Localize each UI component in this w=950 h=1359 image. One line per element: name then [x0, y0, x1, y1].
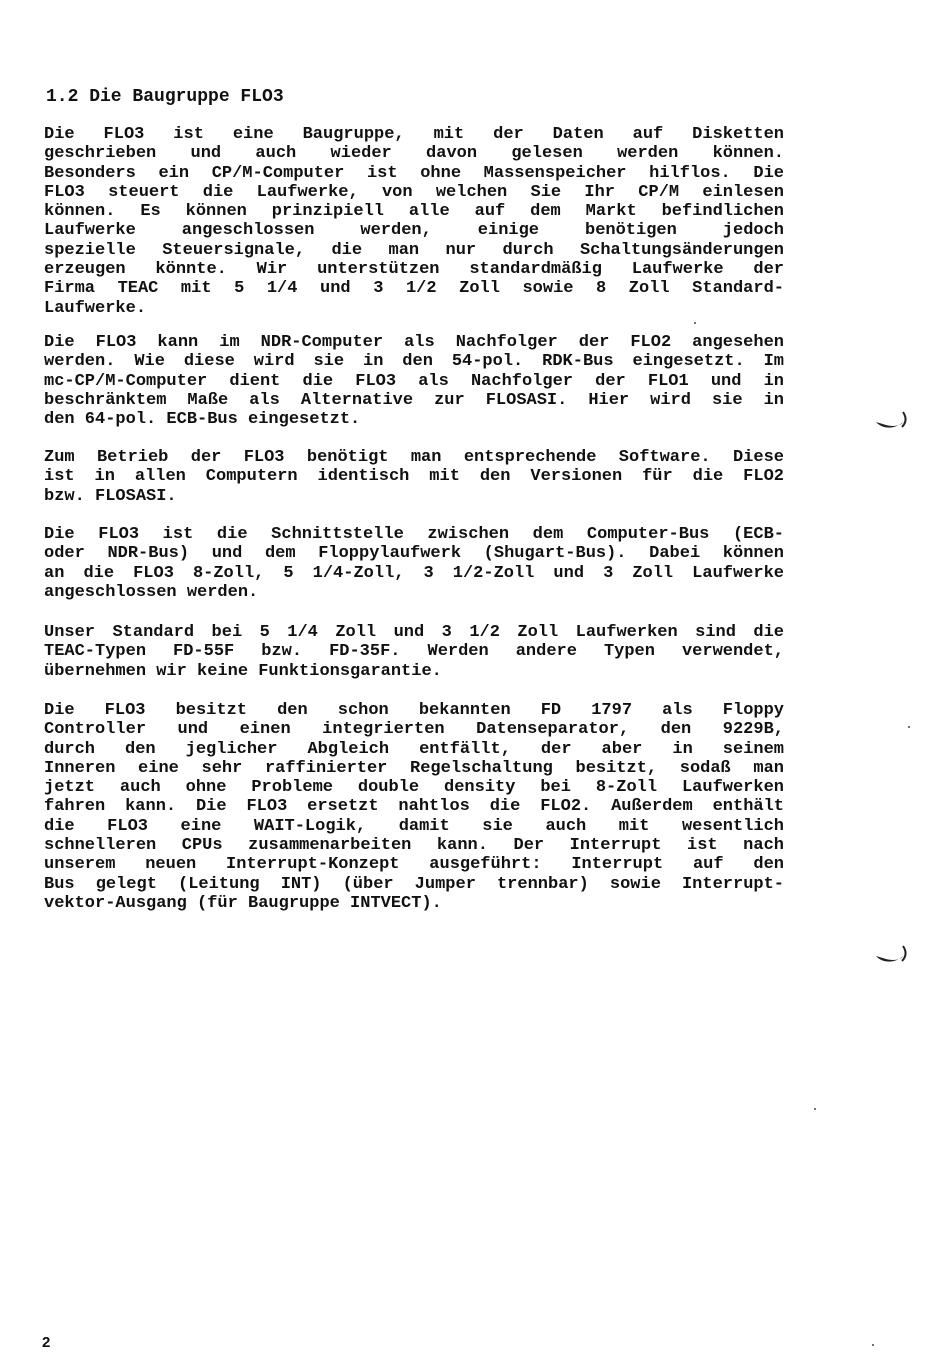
text-line: spezielle Steuersignale, die man nur durch Schaltungsänderungen	[44, 240, 784, 260]
scan-speck	[908, 726, 910, 728]
scan-speck	[694, 322, 696, 324]
text-line: können. Es können prinzipiell alle auf dem Markt befindlichen	[44, 202, 784, 222]
text-line: Besonders ein CP/M-Computer ist ohne Massenspeicher hilflos. Die	[44, 163, 784, 183]
text-line: bzw. FLOSASI.	[44, 486, 177, 506]
text-line: die FLO3 eine WAIT-Logik, damit sie auch mit wesentlich	[44, 816, 784, 836]
text-line: Laufwerke.	[44, 298, 147, 318]
text-line: Laufwerke angeschlossen werden, einige benötigen jedoch	[44, 221, 784, 241]
text-line: übernehmen wir keine Funktionsgarantie.	[44, 661, 442, 681]
text-line: Die FLO3 kann im NDR-Computer als Nachfolger der FLO2 angesehen	[44, 333, 784, 352]
text-line: angeschlossen werden.	[44, 582, 259, 602]
text-line: werden. Wie diese wird sie in den 54-pol. RDK-Bus eingesetzt. Im	[44, 352, 784, 372]
text-line: TEAC-Typen FD-55F bzw. FD-35F. Werden andere Typen verwendet,	[44, 642, 784, 662]
text-line: Unser Standard bei 5 1/4 Zoll und 3 1/2 Zoll Laufwerken sind die	[44, 623, 784, 642]
text-line: beschränktem Maße als Alternative zur FLOSASI. Hier wird sie in	[44, 390, 784, 410]
text-line: mc-CP/M-Computer dient die FLO3 als Nachfolger der FLO1 und in	[44, 371, 784, 391]
text-line: oder NDR-Bus) und dem Floppylaufwerk (Shugart-Bus). Dabei können	[44, 544, 784, 564]
scan-speck	[872, 1344, 874, 1346]
text-line: Firma TEAC mit 5 1/4 und 3 1/2 Zoll sowie 8 Zoll Standard-	[44, 279, 784, 299]
text-line: vektor-Ausgang (für Baugruppe INTVECT).	[44, 893, 442, 913]
text-line: Inneren eine sehr raffinierter Regelschaltung besitzt, sodaß man	[44, 758, 784, 778]
binder-hole-mark-icon	[874, 410, 908, 430]
text-line: den 64-pol. ECB-Bus eingesetzt.	[44, 410, 361, 430]
section-heading: 1.2 Die Baugruppe FLO3	[46, 87, 284, 107]
paragraph-6	[44, 701, 784, 913]
paragraph-2	[44, 333, 784, 429]
text-line: fahren kann. Die FLO3 ersetzt nahtlos die FLO2. Außerdem enthält	[44, 797, 784, 817]
paragraph-4	[44, 525, 784, 602]
text-line: Bus gelegt (Leitung INT) (über Jumper trennbar) sowie Interrupt-	[44, 874, 784, 894]
text-line: ist in allen Computern identisch mit den Versionen für die FLO2	[44, 467, 784, 487]
text-line: jetzt auch ohne Probleme double density bei 8-Zoll Laufwerken	[44, 778, 784, 798]
page-number: 2	[42, 1334, 51, 1351]
paragraph-5	[44, 623, 784, 681]
text-line: Controller und einen integrierten Datenseparator, den 9229B,	[44, 720, 784, 740]
text-line: unserem neuen Interrupt-Konzept ausgeführt: Interrupt auf den	[44, 855, 784, 875]
text-line: Die FLO3 ist eine Baugruppe, mit der Daten auf Disketten	[44, 125, 784, 144]
text-line: erzeugen könnte. Wir unterstützen standardmäßig Laufwerke der	[44, 260, 784, 280]
text-line: Die FLO3 ist die Schnittstelle zwischen dem Computer-Bus (ECB-	[44, 525, 784, 544]
paragraph-3	[44, 448, 784, 506]
text-line: schnelleren CPUs zusammenarbeiten kann. Der Interrupt ist nach	[44, 836, 784, 856]
text-line: durch den jeglicher Abgleich entfällt, der aber in seinem	[44, 739, 784, 759]
text-line: Die FLO3 besitzt den schon bekannten FD 1797 als Floppy	[44, 701, 784, 720]
paragraph-1	[44, 125, 784, 318]
text-line: geschrieben und auch wieder davon gelesen werden können.	[44, 144, 784, 164]
binder-hole-mark-icon	[874, 944, 908, 964]
text-line: an die FLO3 8-Zoll, 5 1/4-Zoll, 3 1/2-Zoll und 3 Zoll Laufwerke	[44, 563, 784, 583]
text-line: Zum Betrieb der FLO3 benötigt man entsprechende Software. Diese	[44, 448, 784, 467]
text-line: FLO3 steuert die Laufwerke, von welchen Sie Ihr CP/M einlesen	[44, 182, 784, 202]
scan-speck	[814, 1108, 816, 1110]
